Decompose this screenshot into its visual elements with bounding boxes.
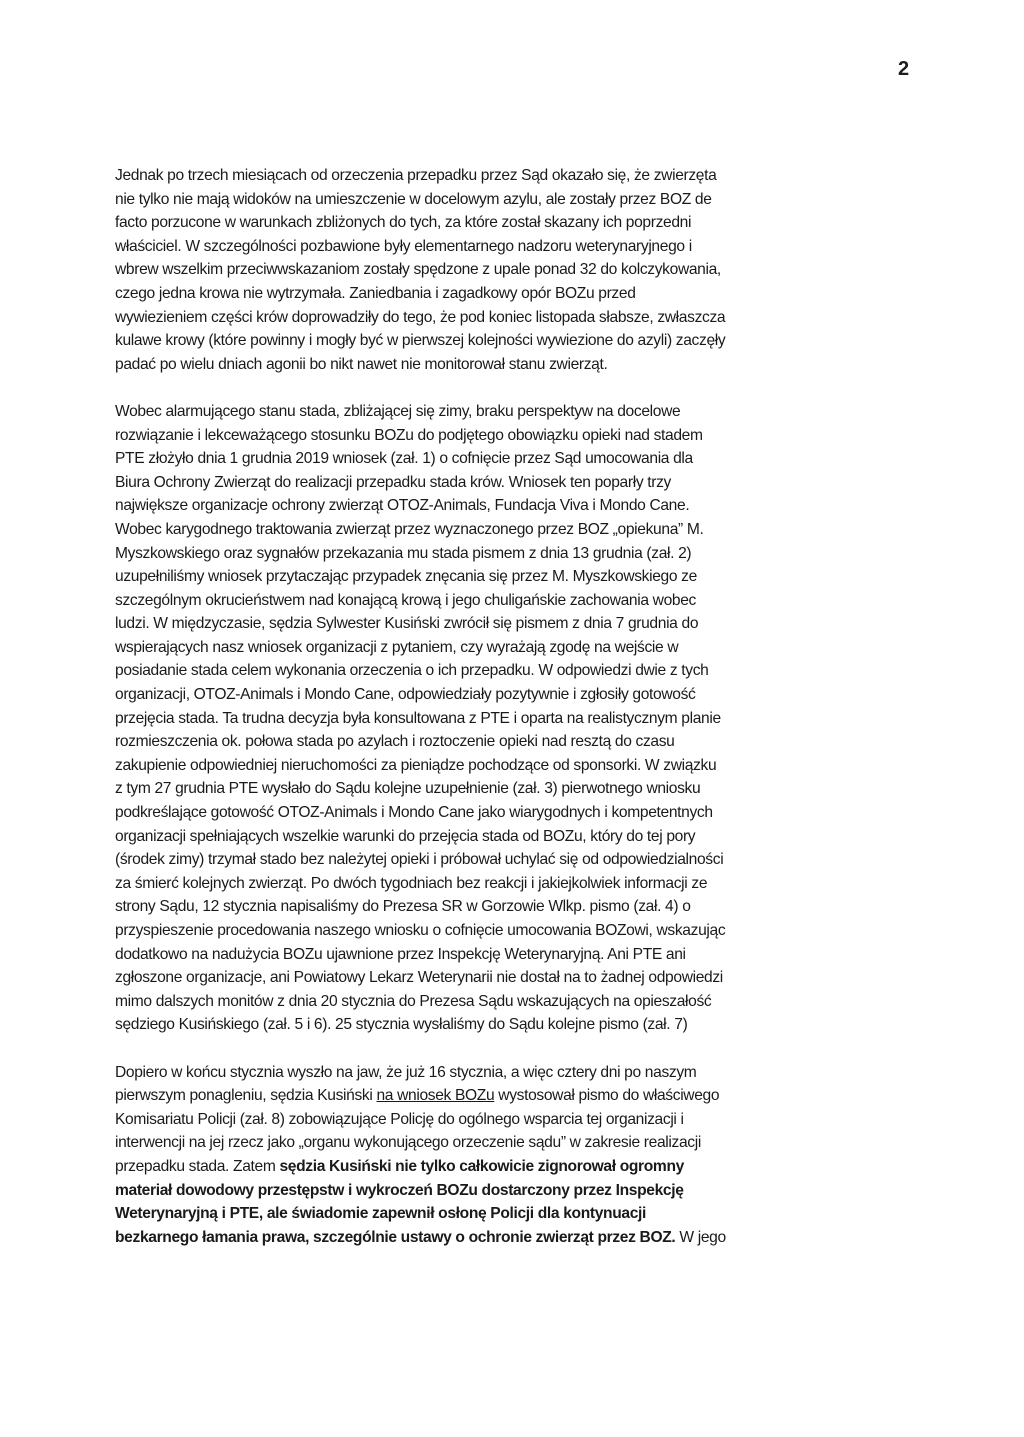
text-line: przejęcia stada. Ta trudna decyzja była konsultowana z PTE i oparta na realistycznym planie xyxy=(115,709,721,727)
text-line: nie tylko nie mają widoków na umieszczenie w docelowym azylu, ale zostały przez BOZ de xyxy=(115,190,712,208)
text-line: wbrew wszelkim przeciwwskazaniom zostały spędzone z upale ponad 32 do kolczykowania, xyxy=(115,261,721,279)
text-line: Dopiero w końcu stycznia wyszło na jaw, że już 16 stycznia, a więc cztery dni po naszym xyxy=(115,1063,697,1081)
text-segment: przepadku stada. Zatem xyxy=(115,1157,280,1175)
text-line xyxy=(115,1226,875,1250)
text-line: facto porzucone w warunkach zbliżonych do tych, za które został skazany ich poprzedni xyxy=(115,214,692,232)
text-line: wywiezieniem części krów doprowadziły do tego, że pod koniec listopada słabsze, zwłaszcza xyxy=(115,308,726,326)
text-line: największe organizacje ochrony zwierząt OTOZ-Animals, Fundacja Viva i Mondo Cane. xyxy=(115,497,690,515)
page-number: 2 xyxy=(898,58,910,80)
text-line: Wobec karygodnego traktowania zwierząt przez wyznaczonego przez BOZ „opiekuna” M. xyxy=(115,520,704,538)
text-line: zgłoszone organizacje, ani Powiatowy Lekarz Weterynarii nie dostał na to żadnej odpowiedzi xyxy=(115,969,723,987)
text-line: właściciel. W szczególności pozbawione były elementarnego nadzoru weterynaryjnego i xyxy=(115,237,692,255)
text-line: Jednak po trzech miesiącach od orzeczenia przepadku przez Sąd okazało się, że zwierzęta xyxy=(115,167,717,184)
text-line: rozwiązanie i lekceważącego stosunku BOZu do podjętego obowiązku opieki nad stadem xyxy=(115,426,703,444)
document-body xyxy=(115,164,875,1273)
bold-phrase: sędzia Kusiński nie tylko całkowicie zignorował ogromny xyxy=(279,1157,684,1175)
text-line: rozmieszczenia ok. połowa stada po azylach i roztoczenie opieki nad resztą do czasu xyxy=(115,733,675,751)
text-line: Biura Ochrony Zwierząt do realizacji przepadku stada krów. Wniosek ten poparły trzy xyxy=(115,473,671,491)
text-line: interwencji na jej rzecz jako „organu wykonującego orzeczenie sądu” w zakresie realizacji xyxy=(115,1134,701,1152)
text-line: organizacji spełniających wszelkie warunki do przejęcia stada od BOZu, który do tej pory xyxy=(115,827,696,845)
text-line: uzupełniliśmy wniosek przytaczając przypadek znęcania się przez M. Myszkowskiego ze xyxy=(115,568,697,586)
paragraph-1 xyxy=(115,164,875,376)
text-line: posiadanie stada celem wykonania orzeczenia o ich przepadku. W odpowiedzi dwie z tych xyxy=(115,662,709,680)
text-line: sędziego Kusińskiego (zał. 5 i 6). 25 stycznia wysłaliśmy do Sądu kolejne pismo (zał. 7) xyxy=(115,1016,688,1034)
text-line: za śmierć kolejnych zwierząt. Po dwóch tygodniach bez reakcji i jakiejkolwiek informacji ze xyxy=(115,874,708,892)
text-line: podkreślające gotowość OTOZ-Animals i Mondo Cane jako wiarygodnych i kompetentnych xyxy=(115,804,713,822)
text-line: organizacji, OTOZ-Animals i Mondo Cane, odpowiedziały pozytywnie i zgłosiły gotowość xyxy=(115,686,696,704)
text-line: padać po wielu dniach agonii bo nikt nawet nie monitorował stanu zwierząt. xyxy=(115,355,608,373)
text-line: (środek zimy) trzymał stado bez należytej opieki i próbował uchylać się od odpowiedzialności xyxy=(115,851,724,869)
text-line: Komisariatu Policji (zał. 8) zobowiązujące Policję do ogólnego wsparcia tej organizacji i xyxy=(115,1110,684,1128)
text-line: mimo dalszych monitów z dnia 20 stycznia do Prezesa Sądu wskazujących na opieszałość xyxy=(115,992,712,1010)
text-line: PTE złożyło dnia 1 grudnia 2019 wniosek (zał. 1) o cofnięcie przez Sąd umocowania dla xyxy=(115,450,693,468)
text-line: Weterynaryjną i PTE, ale świadomie zapewnił osłonę Policji dla kontynuacji xyxy=(115,1205,647,1223)
text-line: ludzi. W międzyczasie, sędzia Sylwester Kusiński zwrócił się pismem z dnia 7 grudnia do xyxy=(115,615,699,633)
text-line xyxy=(115,1155,875,1179)
text-line: czego jedna krowa nie wytrzymała. Zaniedbania i zagadkowy opór BOZu przed xyxy=(115,284,636,302)
text-line: z tym 27 grudnia PTE wysłało do Sądu kolejne uzupełnienie (zał. 3) pierwotnego wniosku xyxy=(115,780,701,798)
text-segment: pierwszym ponagleniu, sędzia Kusiński xyxy=(115,1087,377,1105)
text-line: Wobec alarmującego stanu stada, zbliżającej się zimy, braku perspektyw na docelowe xyxy=(115,402,681,420)
text-segment: wystosował pismo do właściwego xyxy=(494,1087,720,1105)
text-line: kulawe krowy (które powinny i mogły być w pierwszej kolejności wywiezione do azyli) zaczęły xyxy=(115,332,726,350)
text-line: materiał dowodowy przestępstw i wykroczeń BOZu dostarczony przez Inspekcję xyxy=(115,1181,684,1199)
text-line: przyspieszenie procedowania naszego wniosku o cofnięcie umocowania BOZowi, wskazując xyxy=(115,922,726,939)
text-line: szczególnym okrucieństwem nad konającą krową i jego chuligańskie zachowania wobec xyxy=(115,591,696,609)
text-line: dodatkowo na nadużycia BOZu ujawnione przez Inspekcję Weterynaryjną. Ani PTE ani xyxy=(115,945,686,963)
text-line: wspierających nasz wniosek organizacji z pytaniem, czy wyrażają zgodę na wejście w xyxy=(115,638,679,656)
text-line: Myszkowskiego oraz sygnałów przekazania mu stada pismem z dnia 13 grudnia (zał. 2) xyxy=(115,544,692,562)
text-segment: W jego xyxy=(675,1228,726,1246)
text-line: strony Sądu, 12 stycznia napisaliśmy do Prezesa SR w Gorzowie Wlkp. pismo (zał. 4) o xyxy=(115,898,691,916)
text-line: zakupienie odpowiedniej nieruchomości za pieniądze pochodzące od sponsorki. W związku xyxy=(115,756,717,774)
text-line xyxy=(115,1084,875,1108)
paragraph-2 xyxy=(115,400,875,1037)
underlined-phrase: na wniosek BOZu xyxy=(376,1087,495,1105)
paragraph-3 xyxy=(115,1061,875,1250)
bold-phrase: bezkarnego łamania prawa, szczególnie ustawy o ochronie zwierząt przez BOZ. xyxy=(115,1228,676,1246)
